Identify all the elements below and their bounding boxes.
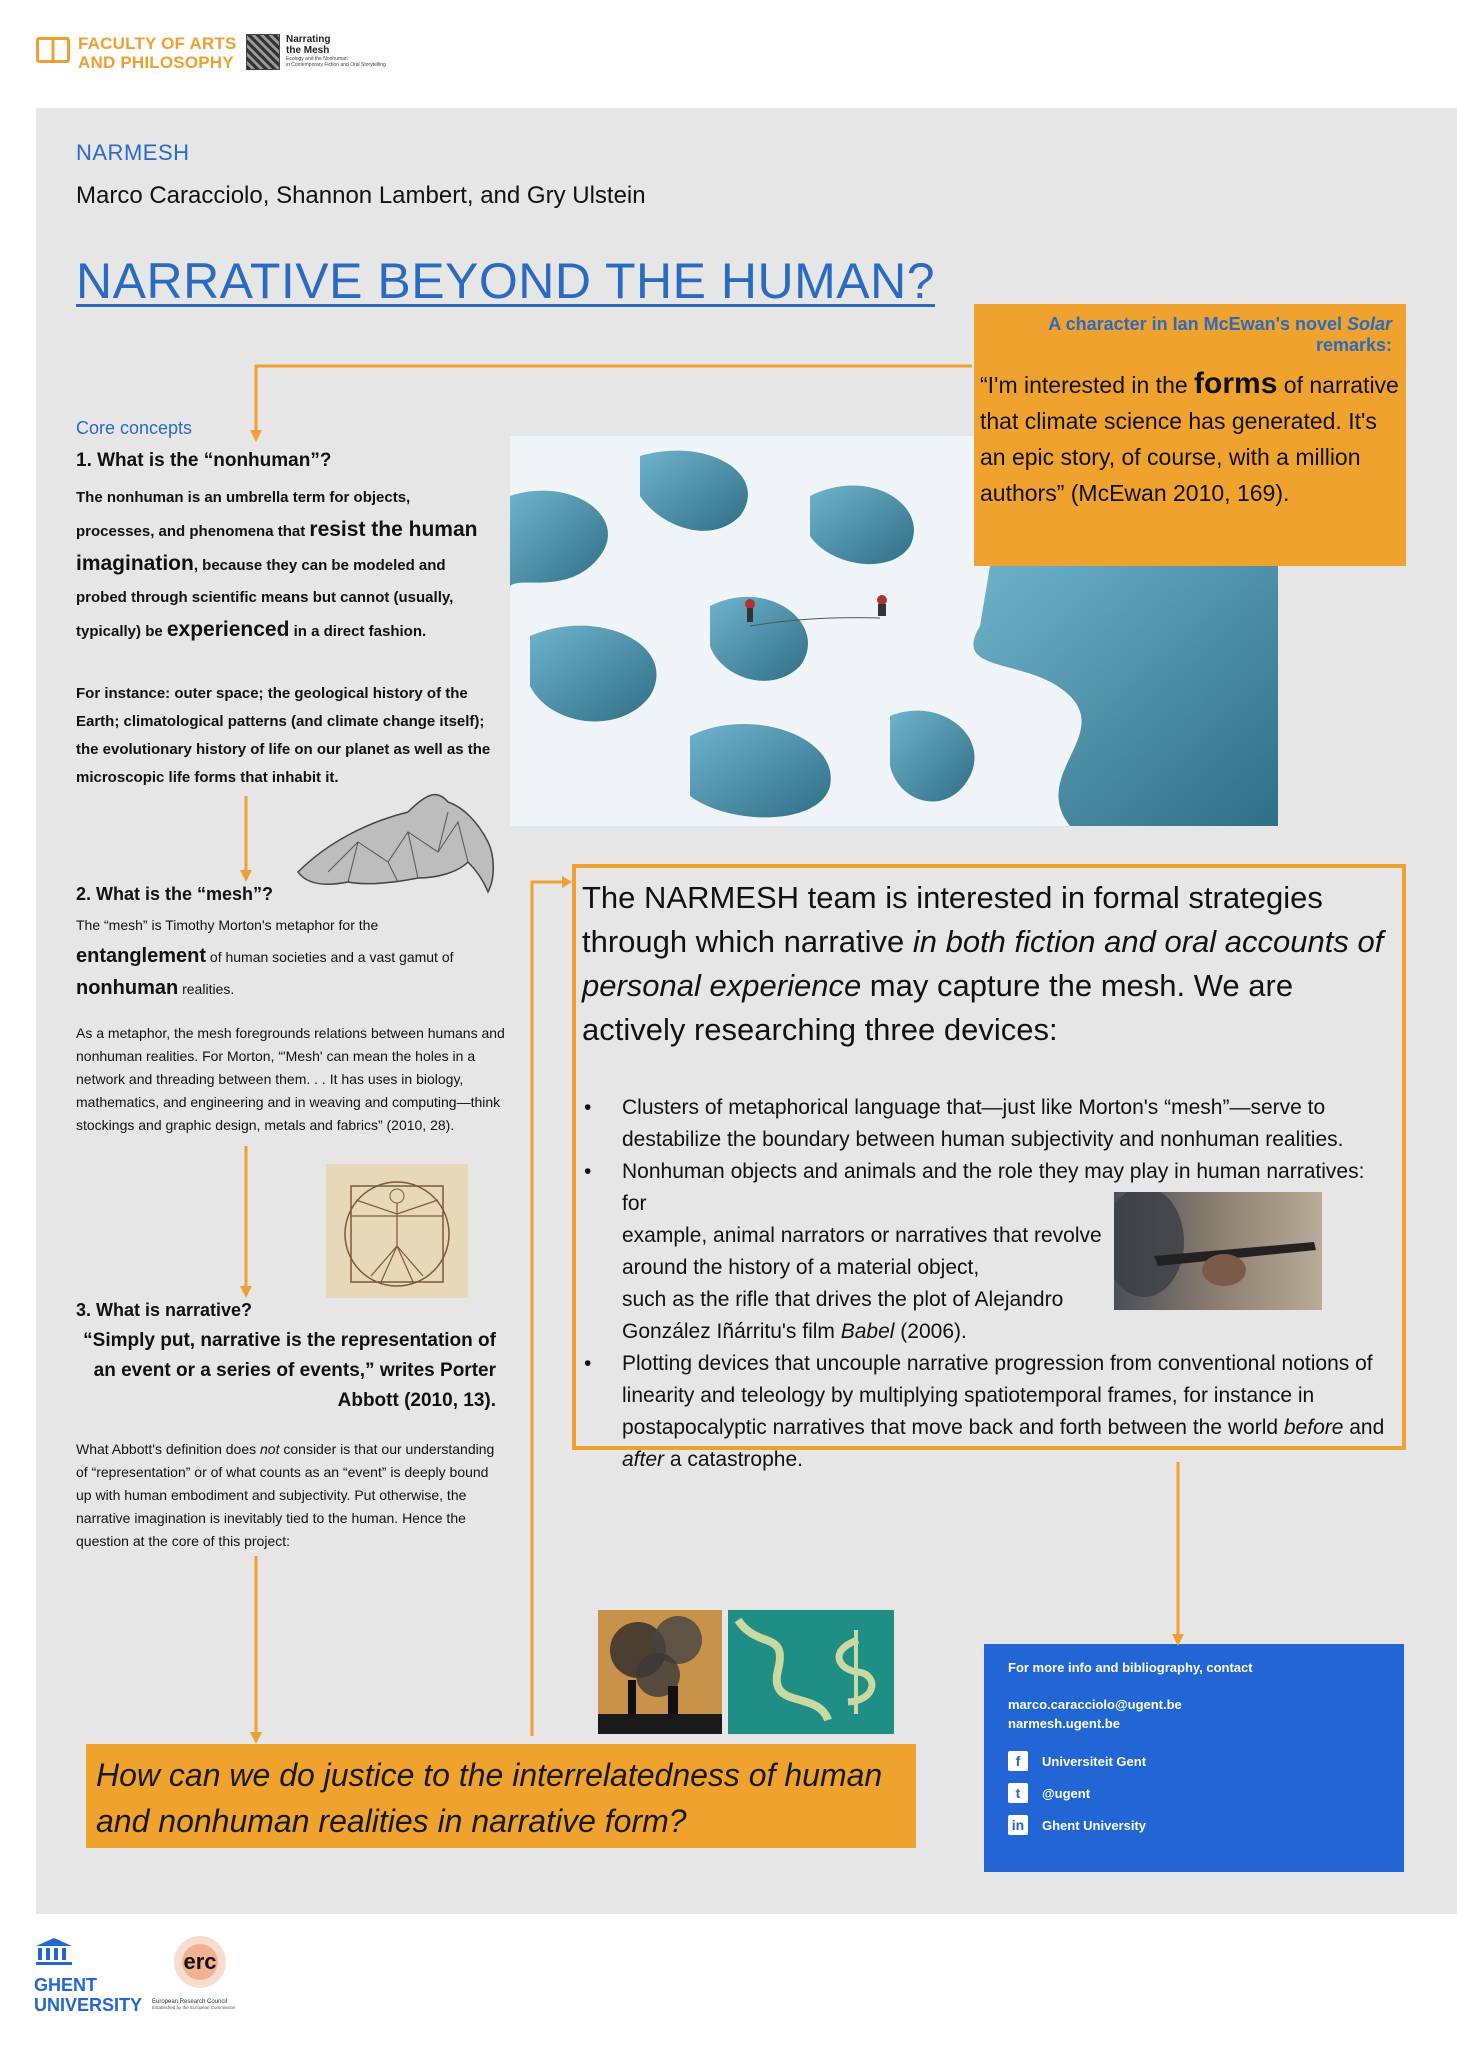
svg-text:erc: erc [183,1949,217,1974]
question-3-heading: 3. What is narrative? [76,1300,253,1320]
authors: Marco Caracciolo, Shannon Lambert, and Gry Ulstein [76,182,646,209]
university-building-icon [34,1936,74,1966]
facebook-icon: f [1008,1751,1028,1771]
device-item-metaphor: • Clusters of metaphorical language that—just like Morton's “mesh”—serve to destabilize the boundary between human subjectivity and nonhuman realities. [582,1092,1394,1156]
core-question-box [86,1744,916,1848]
narrating-the-mesh-logo: Narrating the Mesh Ecology and the Nonhuman in Contemporary Fiction and Oral Storytelling [246,34,386,70]
abbott-critique: What Abbott's definition does not consider is that our understanding of “representation” or of what counts as an “event” is deeply bound up with human embodiment and subjectivity. Put otherwise, the narrative imagination is inevitably tied to the human. Hence the question at the core of this project: [76,1441,495,1549]
social-linkedin[interactable]: in Ghent University [1008,1815,1380,1835]
contact-website[interactable]: narmesh.ugent.be [1008,1716,1120,1731]
erc-logo: erc European Research Council Established by the European Commission [152,1932,248,2010]
nonhuman-definition: The nonhuman is an umbrella term for objects, processes, and phenomena that resist the human imagination, because they can be modeled and probed through scientific means but cannot (usually, typically) be experienced in a direct fashion. [76,489,478,641]
rifle-photo [1114,1192,1322,1310]
device-item-plotting: • Plotting devices that uncouple narrative progression from conventional notions of linearity and teleology by multiplying spatiotemporal frames, for instance in postapocalyptic narratives that move back and forth between the world before and after a catastrophe. [582,1348,1394,1476]
vitruvian-man-image [326,1164,468,1298]
mesh-metaphor-text: As a metaphor, the mesh foregrounds relations between humans and nonhuman realities. For Morton, “'Mesh' can mean the holes in a network and threading between them. . . It has uses in biology, mathematics, and engineering and in weaving and computing—think stockings and graphic design, metals and fabrics” (2010, 28). [76,1025,505,1133]
question-2-heading: 2. What is the “mesh”? [76,884,274,904]
question-1-heading: 1. What is the “nonhuman”? [76,450,332,471]
book-icon [36,37,70,63]
linkedin-icon: in [1008,1815,1028,1835]
erc-burst-icon [152,1932,248,1992]
nonhuman-examples: For instance: outer space; the geological history of the Earth; climatological patterns (and climate change itself); the evolutionary history of life on our planet as well as the microscopic life forms that inhabit it. [76,685,491,786]
faculty-logo [36,34,237,72]
mesh-dolphin-image [288,782,502,916]
abbott-quote: “Simply put, narrative is the representation of an event or a series of events,” writes Porter Abbott (2010, 13). [83,1330,496,1411]
core-concepts-label: Core concepts [76,418,193,438]
dollar-river-photo [728,1610,894,1734]
contact-intro: For more info and bibliography, contact [1008,1660,1253,1675]
ghent-university-logo: GHENT UNIVERSITY [34,1936,142,2015]
project-label: NARMESH [76,140,190,165]
mesh-definition: The “mesh” is Timothy Morton's metaphor for the entanglement of human societies and a vast gamut of nonhuman realities. [76,917,454,999]
contact-box [984,1644,1404,1872]
device-item-objects: • Nonhuman objects and animals and the role they may play in human narratives: for example, animal narrators or narratives that revolve around the history of a material object, such as the rifle that drives the plot of Alejandro González Iñárritu's film Babel (2006). [582,1156,1394,1348]
devices-box [572,864,1406,1471]
twitter-icon: t [1008,1783,1028,1803]
devices-intro: The NARMESH team is interested in formal strategies through which narrative in both fiction and oral accounts of personal experience may capture the mesh. We are actively researching three devices: [582,880,1384,1047]
core-question: How can we do justice to the interrelatedness of human and nonhuman realities in narrative form? [96,1757,883,1839]
poster-title: NARRATIVE BEYOND THE HUMAN? [76,253,936,309]
mcewan-quote-box [974,304,1406,566]
quote-text: “I'm interested in the forms of narrative that climate science has generated. It's an epic story, of course, with a million authors” (McEwan 2010, 169). [980,367,1399,506]
mesh-logo-icon [246,34,280,70]
social-facebook[interactable]: f Universiteit Gent [1008,1751,1380,1771]
faculty-name: FACULTY OF ARTS AND PHILOSOPHY [78,34,237,72]
quote-heading: A character in Ian McEwan's novel Solar remarks: [1048,314,1392,355]
social-twitter[interactable]: t @ugent [1008,1783,1380,1803]
smokestack-photo [598,1610,722,1734]
contact-email[interactable]: marco.caracciolo@ugent.be [1008,1697,1182,1712]
